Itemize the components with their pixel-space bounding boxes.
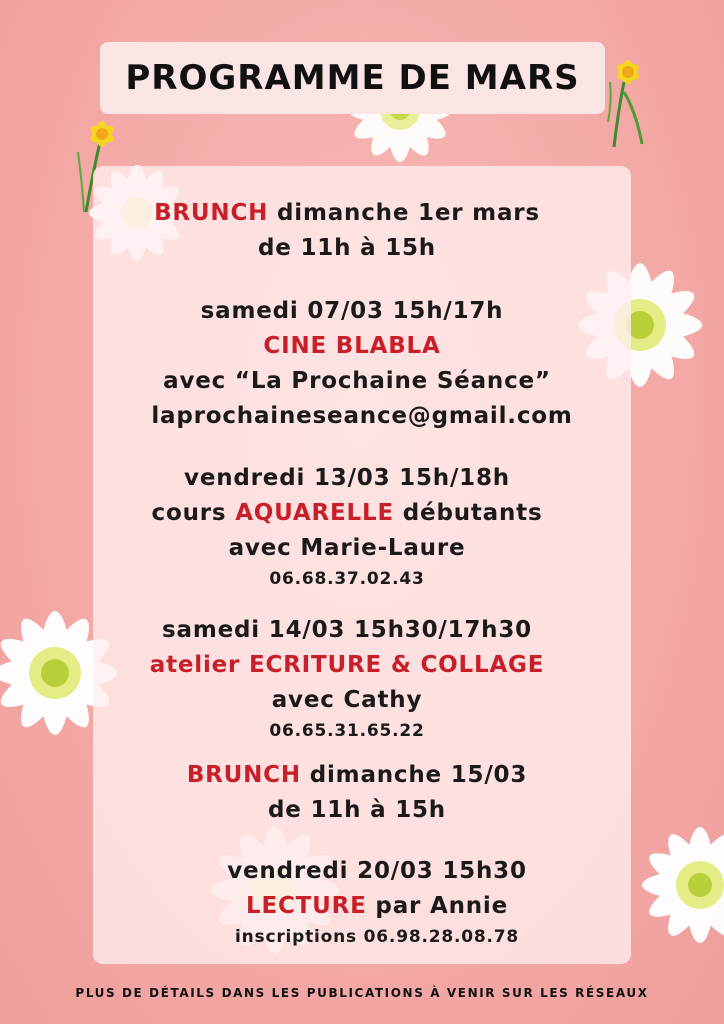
event-line: [33, 613, 661, 648]
event-highlight: AQUARELLE: [235, 500, 394, 526]
event-list: [93, 166, 631, 964]
event-cine-blabla: [63, 294, 661, 434]
footer-note: PLUS DE DÉTAILS DANS LES PUBLICATIONS À VENIR SUR LES RÉSEAUX: [75, 986, 649, 1000]
event-highlight: BRUNCH: [154, 200, 269, 226]
event-line: [53, 758, 661, 793]
event-brunch-1: [63, 196, 661, 266]
event-text: 06.68.37.02.43: [269, 569, 425, 589]
event-aquarelle: [63, 461, 661, 592]
event-line: [33, 196, 661, 231]
event-line: [33, 531, 661, 566]
daffodil-icon: [602, 52, 654, 152]
title-banner: [100, 42, 605, 114]
event-line: [33, 461, 661, 496]
event-text: de 11h à 15h: [258, 235, 436, 261]
event-line: [43, 294, 661, 329]
event-line: [33, 648, 661, 683]
event-brunch-2: [63, 758, 661, 828]
event-text: dimanche 15/03: [300, 762, 528, 788]
page-title: PROGRAMME DE MARS: [125, 58, 580, 98]
event-highlight: LECTURE: [245, 893, 367, 919]
event-line: [33, 496, 661, 531]
event-text: débutants: [393, 500, 543, 526]
event-email-link[interactable]: [63, 399, 661, 434]
event-highlight: CINE BLABLA: [263, 333, 441, 359]
event-text: inscriptions 06.98.28.08.78: [235, 927, 519, 947]
event-highlight: BRUNCH: [186, 762, 301, 788]
event-highlight: atelier ECRITURE & COLLAGE: [149, 652, 545, 678]
event-text: avec Cathy: [271, 687, 423, 713]
event-line: [43, 329, 661, 364]
event-text: avec Marie-Laure: [228, 535, 466, 561]
event-text: dimanche 1er mars: [268, 200, 540, 226]
event-text: par Annie: [366, 893, 508, 919]
event-phone: [33, 566, 661, 592]
event-phone: [33, 718, 661, 744]
event-text: de 11h à 15h: [268, 797, 446, 823]
event-ecriture-collage: [63, 613, 661, 744]
event-text: avec “La Prochaine Séance”: [163, 368, 551, 394]
event-line: [33, 683, 661, 718]
event-text: laprochaineseance@gmail.com: [151, 403, 573, 429]
event-line: [33, 231, 661, 266]
event-text: vendredi 13/03 15h/18h: [184, 465, 510, 491]
event-phone: [93, 924, 661, 950]
event-line: [93, 889, 661, 924]
event-line: [93, 854, 661, 889]
event-line: [53, 793, 661, 828]
event-text: cours: [151, 500, 236, 526]
event-text: samedi 14/03 15h30/17h30: [162, 617, 532, 643]
event-lecture: [63, 854, 661, 950]
event-line: [53, 364, 661, 399]
event-text: samedi 07/03 15h/17h: [200, 298, 504, 324]
event-text: 06.65.31.65.22: [269, 721, 425, 741]
event-text: vendredi 20/03 15h30: [227, 858, 527, 884]
